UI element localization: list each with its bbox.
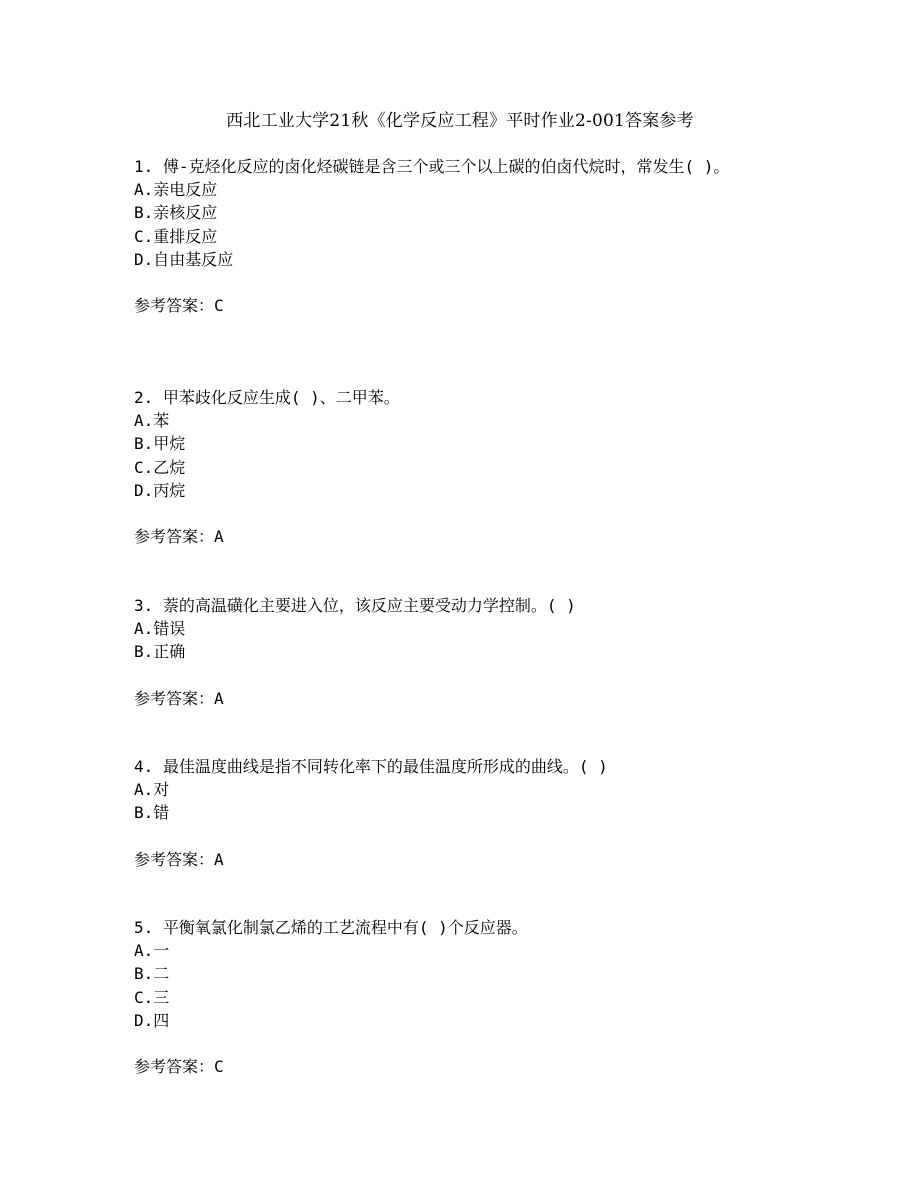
option-b: B.正确 bbox=[134, 642, 186, 662]
option-d: D.丙烷 bbox=[134, 480, 186, 500]
option-b: B.亲核反应 bbox=[134, 203, 218, 223]
option-d: D.自由基反应 bbox=[134, 249, 234, 269]
answer-text: 参考答案：A bbox=[134, 527, 224, 547]
option-a: A.亲电反应 bbox=[134, 180, 218, 200]
option-c: C.重排反应 bbox=[134, 226, 218, 246]
question-2 bbox=[134, 386, 784, 548]
option-d: D.四 bbox=[134, 1010, 170, 1030]
answer-text: 参考答案：A bbox=[134, 688, 224, 708]
answer-text: 参考答案：C bbox=[134, 1057, 224, 1077]
answer-text: 参考答案：A bbox=[134, 849, 224, 869]
option-a: A.对 bbox=[134, 780, 170, 800]
question-stem: 2. 甲苯歧化反应生成( )、二甲苯。 bbox=[134, 388, 400, 407]
question-stem: 4. 最佳温度曲线是指不同转化率下的最佳温度所形成的曲线。( ) bbox=[134, 757, 608, 776]
question-5 bbox=[134, 916, 784, 1078]
question-stem: 3. 萘的高温磺化主要进入位，该反应主要受动力学控制。( ) bbox=[134, 596, 576, 615]
question-4 bbox=[134, 755, 784, 871]
option-a: A.一 bbox=[134, 941, 170, 961]
option-a: A.苯 bbox=[134, 411, 170, 431]
page-title: 西北工业大学21秋《化学反应工程》平时作业2-001答案参考 bbox=[226, 111, 694, 131]
question-3 bbox=[134, 594, 784, 710]
question-stem: 1. 傅-克烃化反应的卤化烃碳链是含三个或三个以上碳的伯卤代烷时，常发生( )。 bbox=[134, 157, 730, 176]
option-a: A.错误 bbox=[134, 619, 186, 639]
question-stem: 5. 平衡氧氯化制氯乙烯的工艺流程中有( )个反应器。 bbox=[134, 918, 528, 937]
option-c: C.乙烷 bbox=[134, 457, 186, 477]
answer-text: 参考答案：C bbox=[134, 296, 224, 316]
option-c: C.三 bbox=[134, 987, 170, 1007]
question-1 bbox=[134, 155, 784, 317]
option-b: B.错 bbox=[134, 803, 170, 823]
option-b: B.甲烷 bbox=[134, 434, 186, 454]
option-b: B.二 bbox=[134, 964, 170, 984]
